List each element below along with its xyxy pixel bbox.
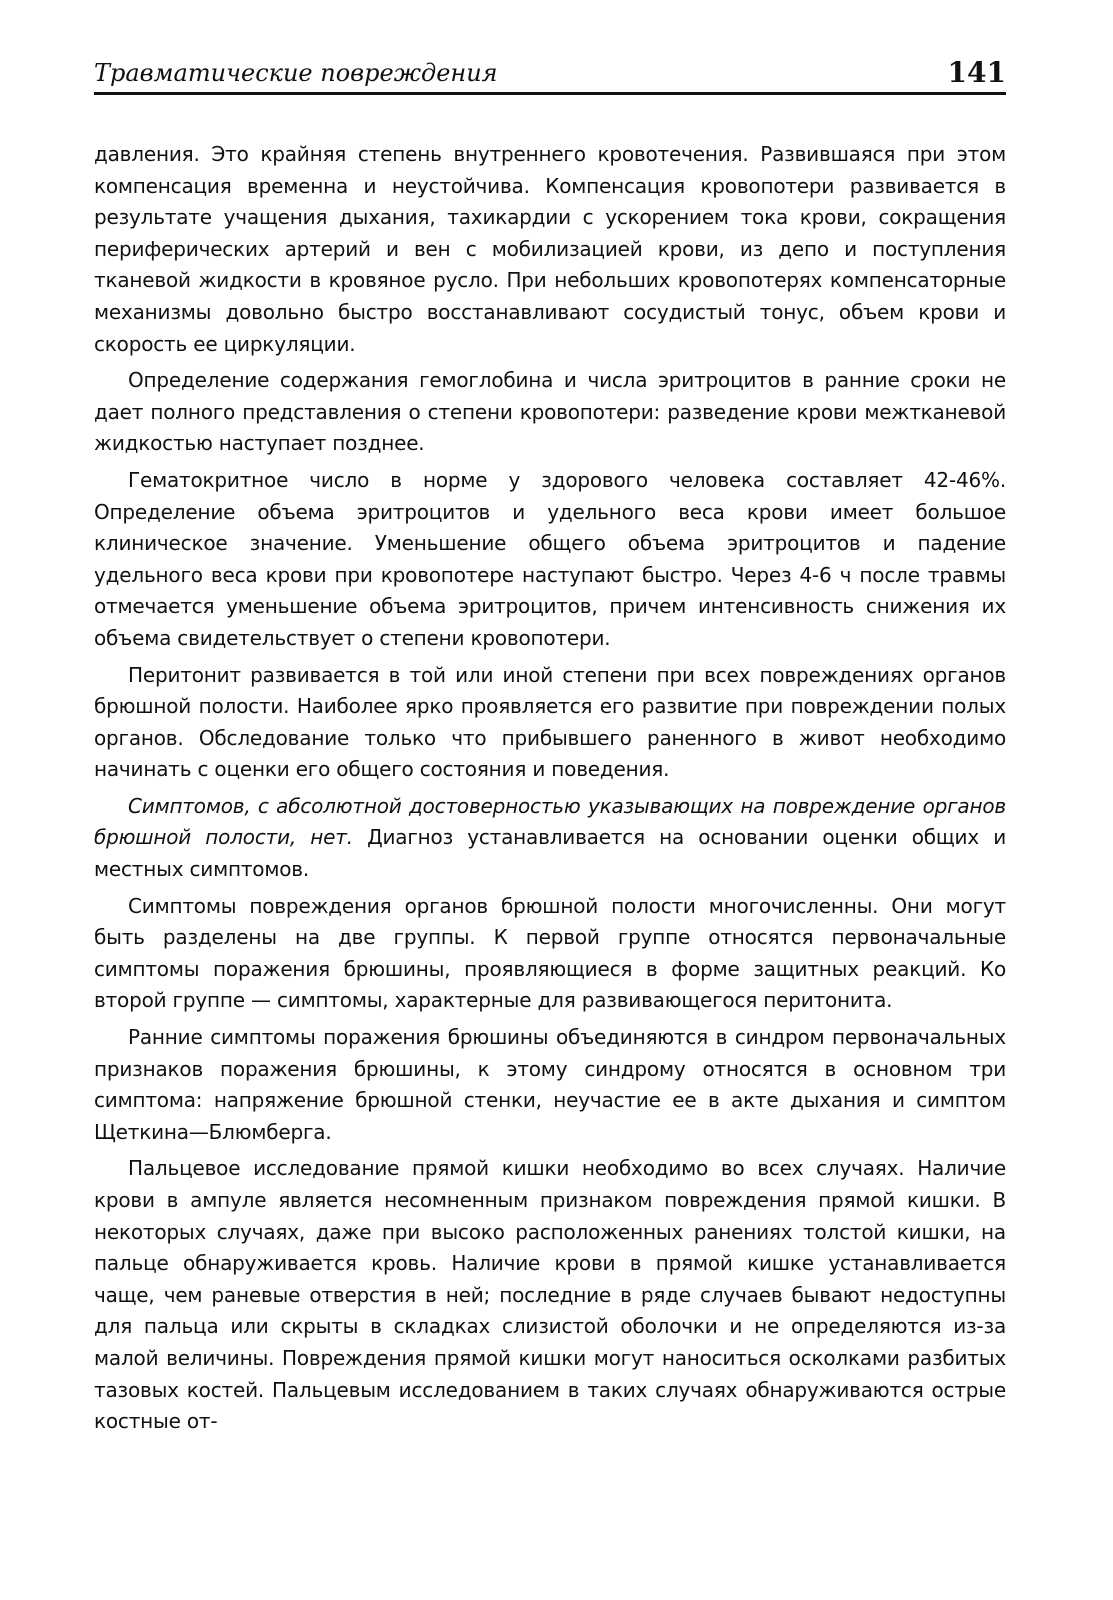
paragraph-7-text: Ранние симптомы поражения брюшины объединяются в синдром первоначальных признаков поражения брюшины, к этому синдрому относятся в основном три симптома: напряжение брюшной стенки, неучастие ее в акте дыхания и симптом Щеткина—Блюмберга. (94, 1025, 1006, 1144)
paragraph-5-emphasis: Симптомов, с абсолютной достоверностью указывающих на повреждение органов брюшной полости, нет. (94, 793, 1006, 850)
page-number: 141 (947, 56, 1006, 89)
paragraph-4-text: Перитонит развивается в той или иной степени при всех повреждениях органов брюшной полости. Наиболее ярко проявляется его развитие при повреждении полых органов. Обследование только что прибывшего раненного в живот необходимо начинать с оценки его общего состояния и поведения. (94, 662, 1006, 782)
running-header (94, 48, 1006, 95)
paragraph-8-text: Пальцевое исследование прямой кишки необходимо во всех случаях. Наличие крови в ампуле является несомненным признаком повреждения прямой кишки. В некоторых случаях, даже при высоко расположенных ранениях толстой кишки, на пальце обнаруживается кровь. Наличие крови в прямой кишке устанавливается чаще, чем раневые отверстия в ней; последние в ряде случаев бывают недоступны для пальца или скрыты в складках слизистой оболочки и не определяются из-за малой величины. Повреждения прямой кишки могут наноситься осколками разбитых тазовых костей. Пальцевым исследованием в таких случаях обнаруживаются острые костные от- (94, 1156, 1006, 1434)
paragraph-7 (94, 1022, 1006, 1148)
paragraph-1 (94, 139, 1006, 360)
paragraph-3-text: Гематокритное число в норме у здорового человека составляет 42-46%. Определение объема эритроцитов и удельного веса крови имеет большое клиническое значение. Уменьшение общего объема эритроцитов и падение удельного веса крови при кровопотере наступают быстро. Через 4-6 ч после травмы отмечается уменьшение объема эритроцитов, причем интенсивность снижения их объема свидетельствует о степени кровопотери. (94, 467, 1006, 650)
paragraph-4 (94, 660, 1006, 786)
paragraph-3 (94, 465, 1006, 655)
paragraph-1-text: давления. Это крайняя степень внутреннего кровотечения. Развившаяся при этом компенсация временна и неустойчива. Компенсация кровопотери развивается в результате учащения дыхания, тахикардии с ускорением тока крови, сокращения периферических артерий и вен с мобилизацией крови, из депо и поступления тканевой жидкости в кровяное русло. При небольших кровопотерях компенсаторные механизмы довольно быстро восстанавливают сосудистый тонус, объем крови и скорость ее циркуляции. (94, 142, 1006, 356)
paragraph-5-text: Диагноз устанавливается на основании оценки общих и местных симптомов. (94, 825, 1006, 882)
paragraph-6-text: Симптомы повреждения органов брюшной полости многочисленны. Они могут быть разделены на две группы. К первой группе относятся первоначальные симптомы поражения брюшины, проявляющиеся в форме защитных реакций. Ко второй группе — симптомы, характерные для развивающегося перитонита. (94, 893, 1006, 1013)
paragraph-2-text: Определение содержания гемоглобина и числа эритроцитов в ранние сроки не дает полного представления о степени кровопотери: разведение крови межтканевой жидкостью наступает позднее. (94, 368, 1006, 456)
paragraph-5 (94, 791, 1006, 886)
paragraph-2 (94, 365, 1006, 460)
book-page (94, 48, 1006, 1578)
paragraph-8 (94, 1153, 1006, 1437)
paragraph-6 (94, 891, 1006, 1017)
body-text (94, 139, 1006, 1438)
running-header-title: Травматические повреждения (94, 59, 498, 87)
